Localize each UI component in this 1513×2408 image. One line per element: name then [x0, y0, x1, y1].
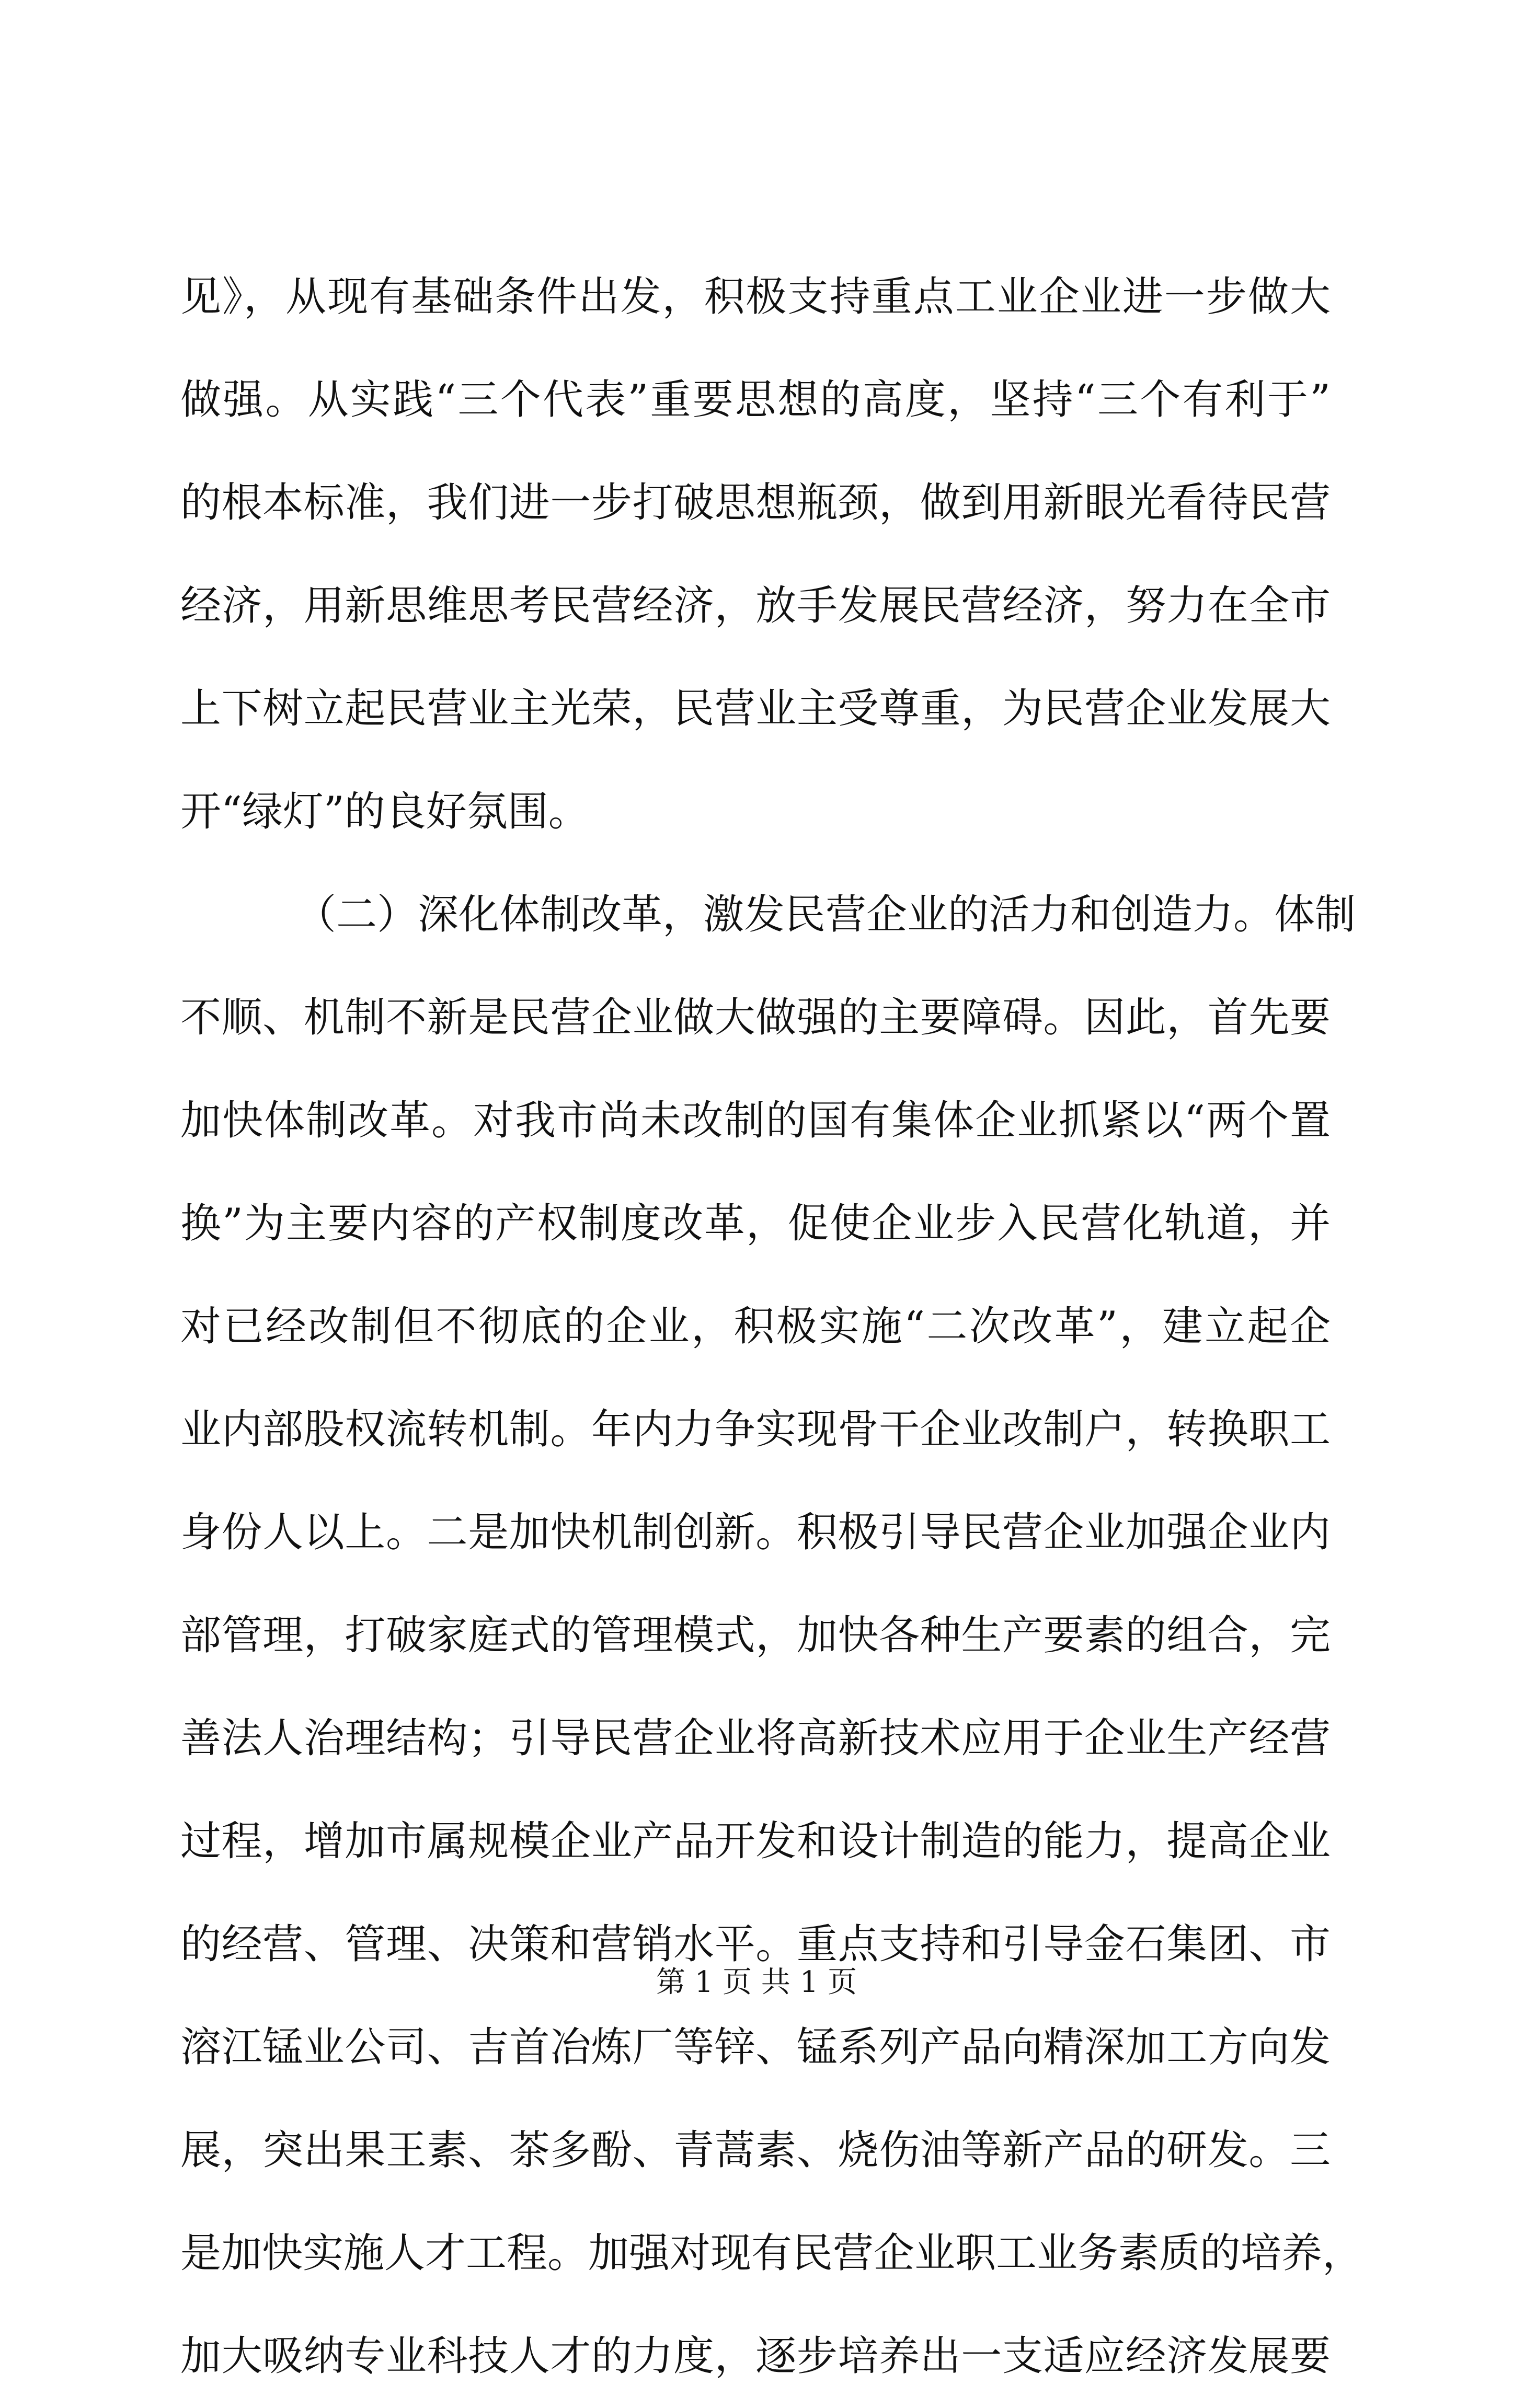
text-line: 身份人以上。二是加快机制创新。积极引导民营企业加强企业内	[180, 1509, 1331, 1556]
text-line: 的经营、管理、决策和营销水平。重点支持和引导金石集团、市	[180, 1921, 1331, 1968]
page-number-label: 第 1 页 共 1 页	[656, 1965, 857, 1999]
section-heading-line: （二）深化体制改革，激发民营企业的活力和创造力。体制	[295, 891, 1356, 938]
text-line: 对已经改制但不彻底的企业，积极实施“二次改革”，建立起企	[180, 1303, 1331, 1350]
text-line: 溶江锰业公司、吉首冶炼厂等锌、锰系列产品向精深加工方向发	[180, 2024, 1331, 2071]
text-line: 善法人治理结构；引导民营企业将高新技术应用于企业生产经营	[180, 1715, 1331, 1762]
text-line: 换”为主要内容的产权制度改革，促使企业步入民营化轨道，并	[180, 1200, 1331, 1247]
text-line: 过程，增加市属规模企业产品开发和设计制造的能力，提高企业	[180, 1818, 1331, 1865]
document-body	[180, 246, 1363, 2408]
text-line: 见》，从现有基础条件出发，积极支持重点工业企业进一步做大	[180, 273, 1331, 320]
page-footer	[0, 1959, 1513, 2001]
text-line: 业内部股权流转机制。年内力争实现骨干企业改制户，转换职工	[180, 1406, 1331, 1453]
text-line: 经济，用新思维思考民营经济，放手发展民营经济，努力在全市	[180, 582, 1331, 629]
text-line: 加快体制改革。对我市尚未改制的国有集体企业抓紧以“两个置	[180, 1097, 1331, 1144]
text-line: 部管理，打破家庭式的管理模式，加快各种生产要素的组合，完	[180, 1612, 1331, 1659]
text-line: 展，突出果王素、茶多酚、青蒿素、烧伤油等新产品的研发。三	[180, 2127, 1331, 2174]
text-line: 做强。从实践“三个代表”重要思想的高度，坚持“三个有利于”	[180, 376, 1331, 423]
text-line: 上下树立起民营业主光荣，民营业主受尊重，为民营企业发展大	[180, 685, 1331, 732]
text-line: 开“绿灯”的良好氛围。	[180, 788, 589, 835]
text-line: 是加快实施人才工程。加强对现有民营企业职工业务素质的培养，	[180, 2230, 1363, 2277]
text-line: 的根本标准，我们进一步打破思想瓶颈，做到用新眼光看待民营	[180, 479, 1331, 526]
text-line: 加大吸纳专业科技人才的力度，逐步培养出一支适应经济发展要	[180, 2333, 1331, 2380]
text-line: 不顺、机制不新是民营企业做大做强的主要障碍。因此，首先要	[180, 994, 1331, 1041]
